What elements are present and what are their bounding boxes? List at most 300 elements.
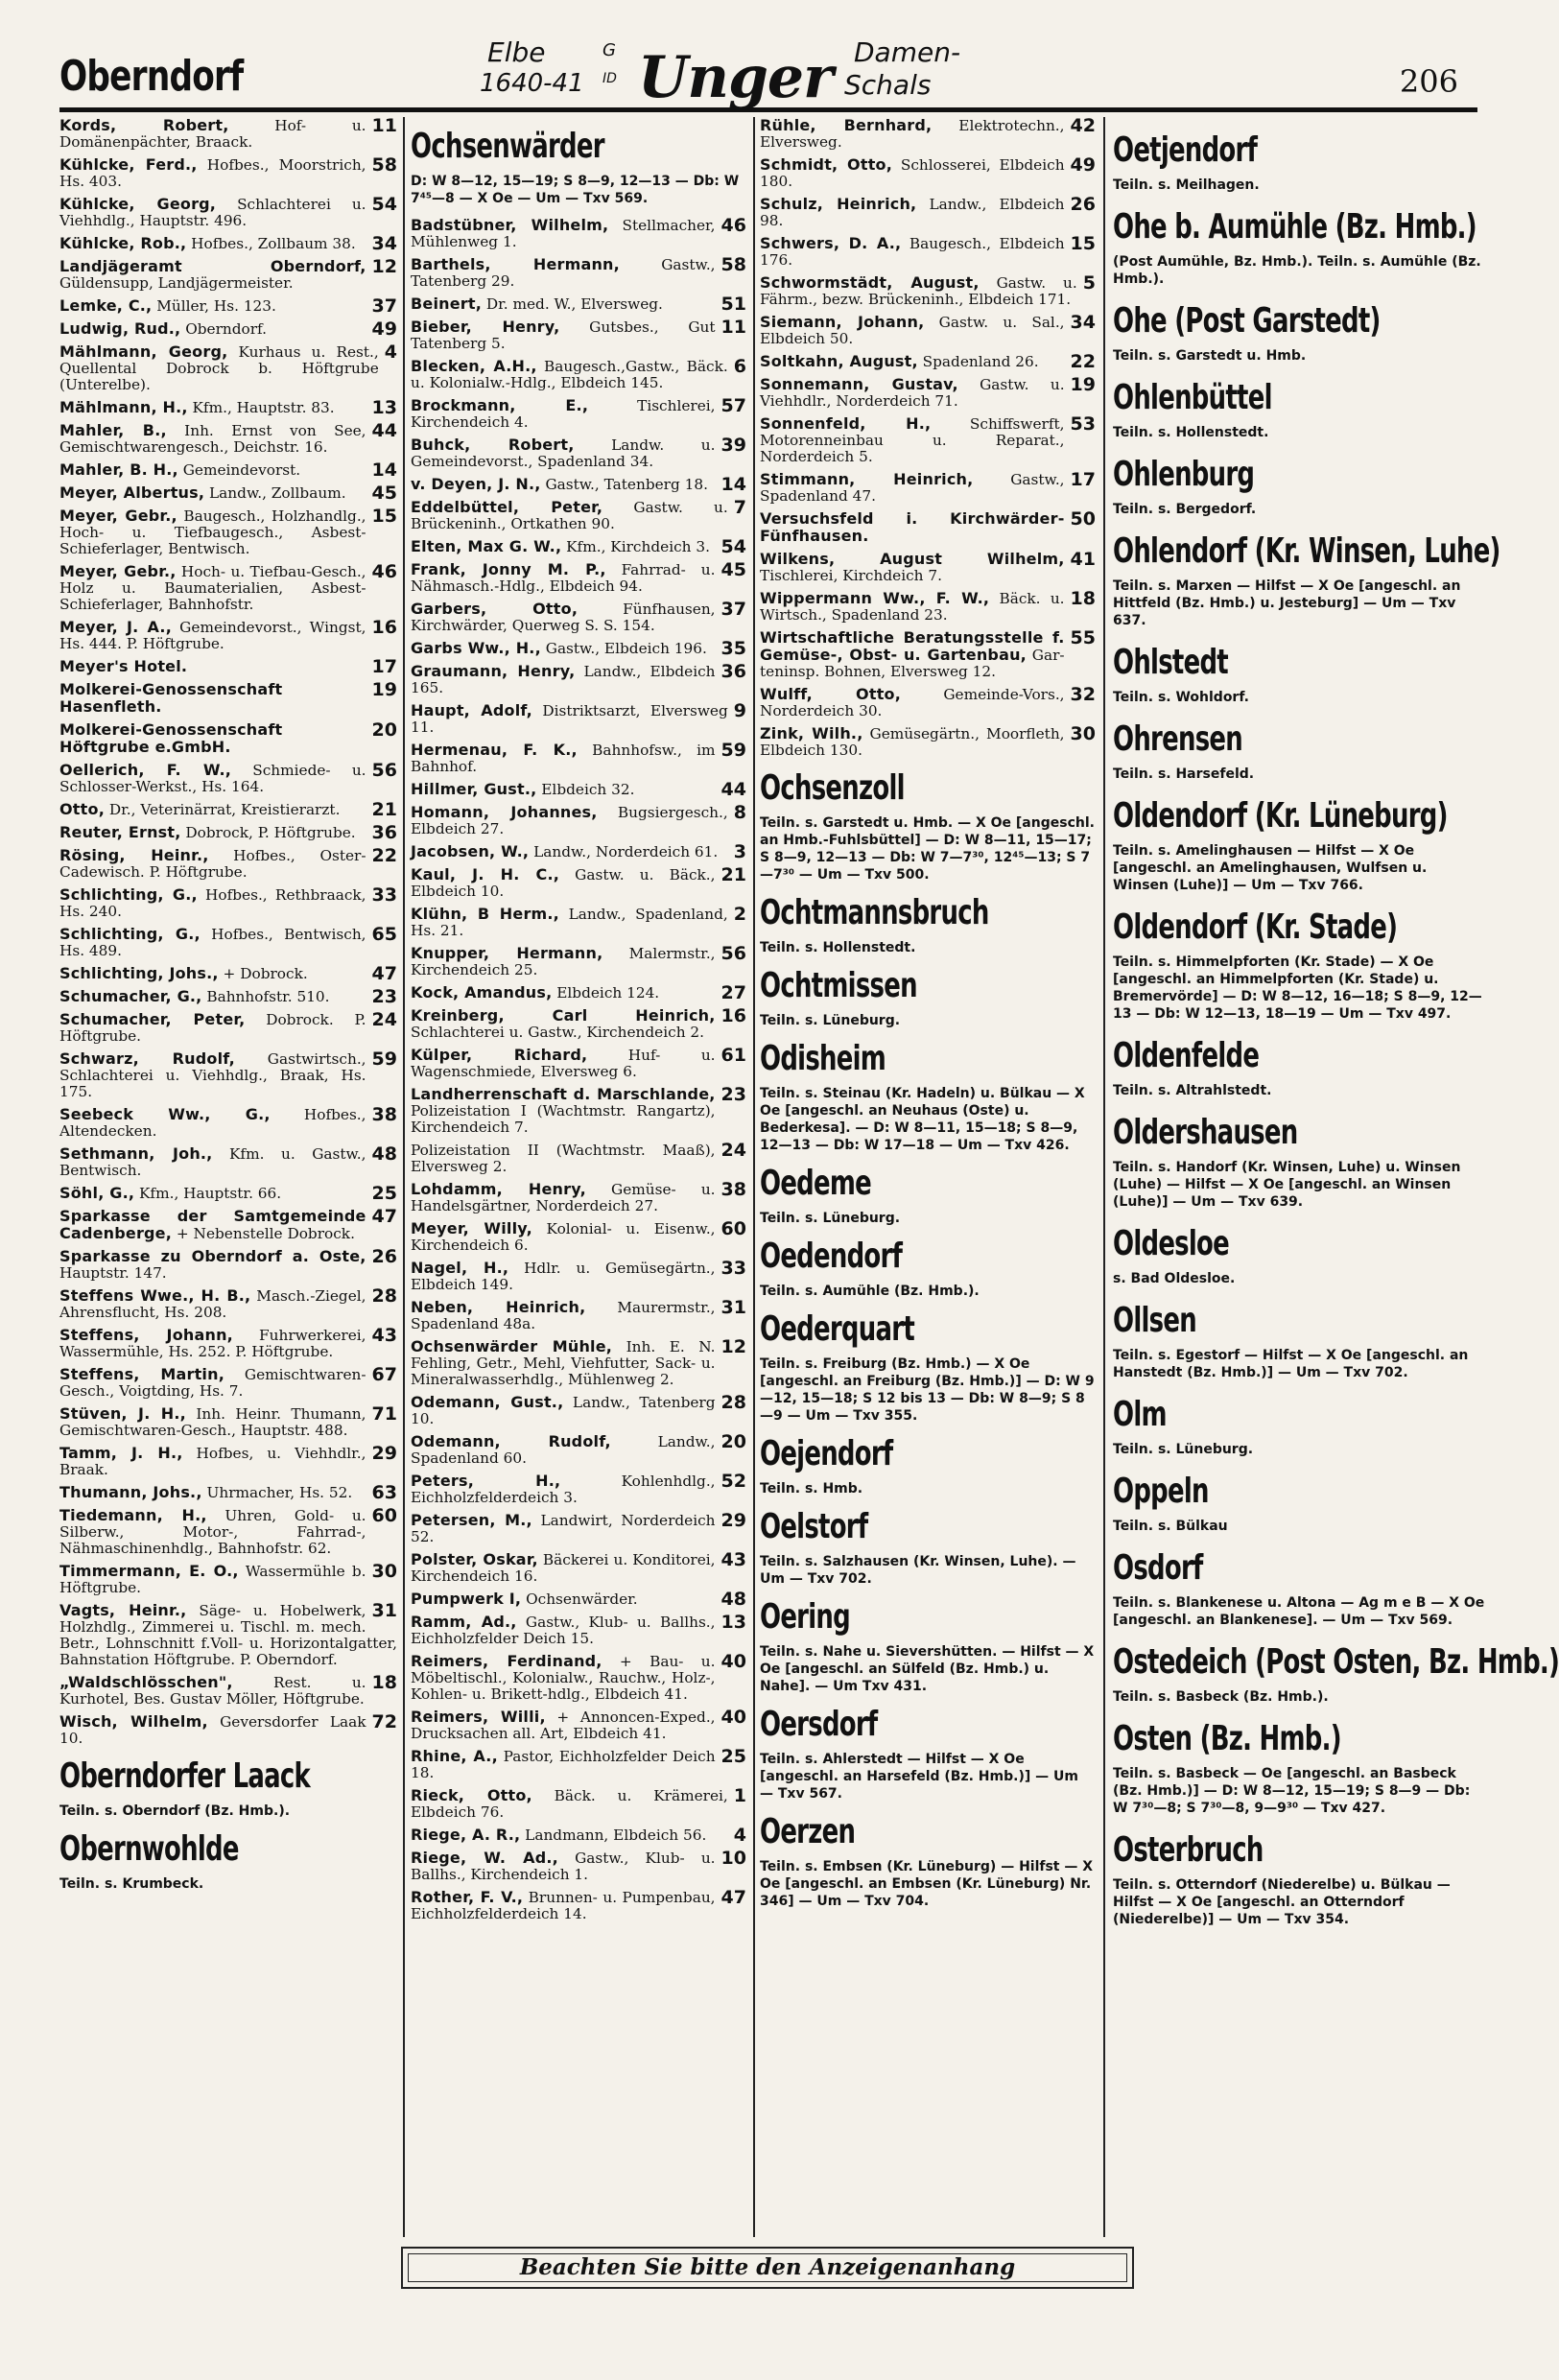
entry-details: Bahnhofstr. 510.	[201, 988, 330, 1005]
place-info: Teiln. s. Hollenstedt.	[1113, 425, 1269, 440]
directory-entry	[411, 295, 746, 313]
handwriting-schals: Schals	[844, 69, 932, 101]
entry-name: Molkerei-Genossenschaft Hasenfleth.	[59, 680, 283, 716]
entry-name: Meyer, J. A.,	[59, 618, 172, 636]
place-heading: Olm	[1113, 1395, 1167, 1434]
entry-name: Neben, Heinrich,	[411, 1298, 586, 1316]
entry-number: 56	[371, 760, 397, 781]
entry-details: Stellmacher, Mühlenweg 1.	[411, 217, 716, 250]
entry-number: 19	[1070, 374, 1096, 395]
entry-name: Odemann, Gust.,	[411, 1393, 564, 1411]
directory-entry	[411, 663, 746, 696]
entry-name: Schlichting, G.,	[59, 885, 198, 904]
directory-entry	[59, 658, 397, 675]
entry-number: 37	[371, 295, 397, 317]
entry-name: „Waldschlösschen",	[59, 1673, 233, 1691]
entry-name: Riege, W. Ad.,	[411, 1849, 558, 1867]
place-heading: Osten (Bz. Hmb.)	[1113, 1719, 1341, 1758]
place-heading: Ollsen	[1113, 1301, 1196, 1340]
entry-name: Haupt, Adolf,	[411, 701, 532, 719]
entry-details: Landw., Zollbaum.	[204, 484, 346, 502]
place-info: Teiln. s. Amelinghausen — Hilfst — X Oe [angeschl. an Amelinghausen, Wulfsen u. Winsen (Luhe)] — Um — Txv 766.	[1113, 843, 1428, 893]
entry-number: 58	[371, 154, 397, 176]
entry-number: 47	[371, 963, 397, 984]
directory-entry	[411, 1473, 746, 1506]
place-info: Teiln. s. Lüneburg.	[1113, 1442, 1254, 1457]
entry-details: Gemüse- u. Handelsgärtner, Norderdeich 27.	[411, 1181, 716, 1214]
entry-details: Fahrrad- u. Nähmasch.-Hdlg., Elbdeich 94.	[411, 561, 716, 595]
entry-number: 46	[720, 215, 746, 236]
entry-details: Elbdeich 124.	[552, 984, 660, 1001]
entry-number: 44	[371, 420, 397, 441]
entry-name: Zink, Wilh.,	[760, 724, 863, 742]
place-heading: Odisheim	[760, 1039, 886, 1078]
directory-entry	[411, 499, 746, 532]
entry-name: Wippermann Ww., F. W.,	[760, 589, 990, 607]
entry-number: 14	[720, 474, 746, 495]
entry-details: Hofbes., Moorstrich, Hs. 403.	[59, 156, 366, 190]
entry-name: Brockmann, E.,	[411, 396, 589, 414]
entry-details: Bäck. u. Krämerei, Elbdeich 76.	[411, 1787, 728, 1821]
entry-details: Gastw., Tatenberg 29.	[411, 256, 716, 290]
entry-number: 60	[371, 1505, 397, 1526]
place-info: Teiln. s. Oberndorf (Bz. Hmb.).	[59, 1803, 291, 1819]
entry-name: Jacobsen, W.,	[411, 842, 530, 860]
directory-entry	[59, 1208, 397, 1242]
entry-details: Wassermühle b. Höftgrube.	[59, 1563, 366, 1596]
entry-number: 61	[720, 1045, 746, 1066]
entry-number: 35	[720, 638, 746, 659]
entry-number: 20	[371, 719, 397, 741]
entry-details: Gastw., Tatenberg 18.	[540, 476, 708, 493]
place-info: Teiln. s. Marxen — Hilfst — X Oe [angeschl. an Hittfeld (Bz. Hmb.) u. Jesteburg] — Um — Txv 637.	[1113, 578, 1461, 628]
entry-details: Dobrock. P. Höftgrube.	[59, 1011, 366, 1045]
entry-details: Tischlerei, Kirchendeich 4.	[411, 397, 716, 431]
place-heading: Oldesloe	[1113, 1224, 1229, 1263]
directory-entry	[59, 1106, 397, 1140]
entry-name: Landjägeramt Oberndorf,	[59, 257, 366, 275]
entry-number: 24	[371, 1009, 397, 1030]
entry-name: Mahler, B. H.,	[59, 460, 178, 479]
page-number: 206	[1399, 63, 1458, 100]
directory-entry	[760, 471, 1096, 505]
entry-number: 9	[733, 700, 746, 721]
place-heading: Oejendorf	[760, 1434, 893, 1473]
entry-number: 72	[371, 1711, 397, 1732]
directory-entry	[411, 640, 746, 657]
directory-entry	[411, 1850, 746, 1883]
place-heading: Ostedeich (Post Osten, Bz. Hmb.)	[1113, 1642, 1559, 1682]
directory-entry	[411, 1142, 746, 1175]
directory-entry	[411, 1338, 746, 1388]
directory-entry	[411, 1394, 746, 1427]
entry-details: Ochsenwärder.	[521, 1591, 638, 1608]
entry-details: Masch.-Ziegel, Ahrensflucht, Hs. 208.	[59, 1287, 366, 1321]
entry-number: 14	[371, 460, 397, 481]
entry-name: Wilkens, August Wilhelm,	[760, 550, 1065, 568]
entry-number: 29	[720, 1510, 746, 1531]
entry-details: Brunnen- u. Pumpenbau, Eichholzfelderdeich 14.	[411, 1889, 716, 1922]
handwriting-id: ID	[602, 71, 617, 86]
directory-entry	[411, 1512, 746, 1545]
place-info: Teiln. s. Wohldorf.	[1113, 690, 1249, 705]
entry-details: Gastw. u. Brückeninh., Ortkathen 90.	[411, 499, 728, 532]
entry-number: 60	[720, 1218, 746, 1239]
entry-details: Baugesch., Elbdeich 176.	[760, 235, 1065, 269]
entry-details: Pastor, Eichholzfelder Deich 18.	[411, 1748, 716, 1781]
entry-details: Landw., Elbdeich 165.	[411, 663, 716, 696]
place-heading: Oberndorfer Laack	[59, 1756, 311, 1796]
directory-entry	[411, 781, 746, 798]
entry-number: 8	[733, 802, 746, 823]
directory-entry	[411, 561, 746, 595]
entry-number: 43	[371, 1325, 397, 1346]
entry-name: Badstübner, Wilhelm,	[411, 216, 609, 234]
directory-entry	[411, 866, 746, 900]
entry-details: + Dobrock.	[218, 965, 308, 982]
entry-number: 27	[720, 982, 746, 1003]
place-heading: Oersdorf	[760, 1705, 878, 1744]
entry-details: Tischlerei, Kirchdeich 7.	[760, 567, 942, 584]
directory-entry	[760, 686, 1096, 719]
place-info: Teiln. s. Aumühle (Bz. Hmb.).	[760, 1284, 980, 1299]
entry-number: 32	[1070, 684, 1096, 705]
entry-name: Rösing, Heinr.,	[59, 846, 209, 864]
place-info: Teiln. s. Blankenese u. Altona — Ag m e B — X Oe [angeschl. an Blankenese]. — Um — Txv 569.	[1113, 1595, 1485, 1628]
entry-number: 67	[371, 1364, 397, 1385]
entry-number: 59	[371, 1049, 397, 1070]
entry-name: Elten, Max G. W.,	[411, 537, 562, 555]
entry-name: Steffens, Johann,	[59, 1326, 233, 1344]
directory-entry	[411, 436, 746, 470]
place-heading: Ochsenzoll	[760, 768, 905, 808]
directory-entry	[59, 1011, 397, 1045]
entry-details: Spadenland 26.	[917, 353, 1039, 370]
directory-entry	[59, 422, 397, 456]
place-heading: Osdorf	[1113, 1548, 1203, 1588]
entry-name: Schulz, Heinrich,	[760, 195, 917, 213]
entry-details: Baugesch.,Gastw., Bäck. u. Kolonialw.-Hdlg., Elbdeich 145.	[411, 358, 728, 391]
directory-entry	[411, 1551, 746, 1585]
entry-name: v. Deyen, J. N.,	[411, 475, 541, 493]
directory-entry	[411, 1220, 746, 1254]
directory-entry	[760, 156, 1096, 190]
entry-name: Landherrenschaft d. Marschlande,	[411, 1085, 716, 1103]
entry-number: 29	[371, 1443, 397, 1464]
entry-number: 6	[733, 356, 746, 377]
place-info: (Post Aumühle, Bz. Hmb.). Teiln. s. Aumühle (Bz. Hmb.).	[1113, 254, 1481, 287]
entry-name: Riege, A. R.,	[411, 1826, 521, 1844]
directory-entry	[59, 1287, 397, 1321]
entry-name: Sparkasse zu Oberndorf a. Oste,	[59, 1247, 366, 1265]
directory-entry	[59, 965, 397, 982]
entry-number: 38	[371, 1104, 397, 1125]
entry-number: 3	[733, 841, 746, 862]
footer-notice-box	[401, 2247, 1134, 2289]
place-info: Teiln. s. Himmelpforten (Kr. Stade) — X Oe [angeschl. an Himmelpforten (Kr. Stade) u. Bremervörde] — D: W 8—12, 16—18; S 8—9, 12—13 — Db: W 12—13, 18—19 — Um — Txv 497.	[1113, 954, 1482, 1022]
entry-name: Steffens Wwe., H. B.,	[59, 1286, 251, 1305]
entry-number: 13	[720, 1612, 746, 1633]
entry-name: Meyer, Gebr.,	[59, 562, 177, 580]
entry-number: 19	[371, 679, 397, 700]
directory-entry	[59, 721, 397, 756]
entry-details: Gemeinde-Vors., Norderdeich 30.	[760, 686, 1065, 719]
entry-details: Säge- u. Hobelwerk, Holzhdlg., Zimmerei u. Tischl. m. mech. Betr., Lohnschnitt f.Voll- u. Horizontalgatter, Bahnstation Höftgrube. P. Oberndorf.	[59, 1602, 397, 1668]
entry-name: Sonnemann, Gustav,	[760, 375, 958, 393]
entry-name: Klühn, B Herm.,	[411, 905, 559, 923]
entry-number: 21	[371, 799, 397, 820]
directory-entry	[59, 1248, 397, 1282]
entry-number: 23	[371, 986, 397, 1007]
entry-number: 11	[720, 317, 746, 338]
entry-number: 2	[733, 904, 746, 925]
directory-entry	[59, 1050, 397, 1100]
directory-entry	[760, 196, 1096, 229]
directory-entry	[59, 824, 397, 841]
entry-details: Bahnhofsw., im Bahnhof.	[411, 742, 716, 775]
entry-name: Nagel, H.,	[411, 1259, 509, 1277]
entry-number: 31	[720, 1297, 746, 1318]
entry-name: Kühlcke, Ferd.,	[59, 155, 198, 174]
entry-details: Hofbes., Oster-Cadewisch. P. Höftgrube.	[59, 847, 366, 881]
entry-number: 7	[733, 497, 746, 518]
entry-details: Dr., Veterinärrat, Kreistierarzt.	[104, 801, 341, 818]
entry-number: 12	[371, 256, 397, 277]
directory-entry	[59, 988, 397, 1005]
entry-number: 53	[1070, 413, 1096, 435]
directory-entry	[59, 399, 397, 416]
entry-name: Tamm, J. H.,	[59, 1444, 183, 1462]
entry-name: Wirtschaftliche Beratungsstelle f. Gemüse-, Obst- u. Gartenbau,	[760, 628, 1065, 664]
entry-name: Knupper, Hermann,	[411, 944, 603, 962]
unger-logo: Unger	[638, 44, 833, 111]
entry-number: 44	[720, 779, 746, 800]
directory-entry	[760, 314, 1096, 347]
entry-number: 15	[371, 506, 397, 527]
directory-entry	[411, 804, 746, 837]
place-info: s. Bad Oldesloe.	[1113, 1271, 1236, 1286]
entry-details: + Annoncen-Exped., Drucksachen all. Art, Elbdeich 41.	[411, 1708, 716, 1742]
entry-number: 33	[371, 884, 397, 906]
entry-number: 45	[371, 483, 397, 504]
place-info: Teiln. s. Lüneburg.	[760, 1211, 901, 1226]
entry-details: Schmiede- u. Schlosser-Werkst., Hs. 164.	[59, 762, 366, 795]
place-info: Teiln. s. Meilhagen.	[1113, 177, 1260, 193]
entry-details: Hoch- u. Tiefbau-Gesch., Holz u. Baumaterialien, Asbest-Schieferlager, Bahnhofstr.	[59, 563, 366, 613]
entry-name: Frank, Jonny M. P.,	[411, 560, 606, 578]
place-info: Teiln. s. Freiburg (Bz. Hmb.) — X Oe [angeschl. an Freiburg (Bz. Hmb.)] — D: W 9—12, 15—18; S 12 bis 13 — Db: W 8—9; S 8—9 — Um — Txv 355.	[760, 1356, 1095, 1424]
entry-name: Stüven, J. H.,	[59, 1404, 186, 1423]
entry-name: Pumpwerk I,	[411, 1590, 522, 1608]
place-info: Teiln. s. Bülkau	[1113, 1519, 1228, 1534]
place-heading: Ohe b. Aumühle (Bz. Hmb.)	[1113, 207, 1476, 247]
place-heading: Oelstorf	[760, 1507, 868, 1546]
directory-entry	[411, 1591, 746, 1608]
entry-details: Gastw., Klub- u. Ballhs., Kirchendeich 1.	[411, 1850, 716, 1883]
entry-name: Molkerei-Genossenschaft Höftgrube e.GmbH.	[59, 720, 283, 756]
place-heading: Oldenfelde	[1113, 1036, 1260, 1075]
place-heading: Ochtmannsbruch	[760, 893, 989, 932]
entry-name: Steffens, Martin,	[59, 1365, 224, 1383]
directory-entry	[411, 1653, 746, 1703]
directory-entry	[411, 945, 746, 978]
entry-details: Kfm., Kirchdeich 3.	[561, 538, 710, 555]
entry-name: Schumacher, G.,	[59, 987, 202, 1005]
place-heading: Osterbruch	[1113, 1830, 1264, 1870]
place-heading: Ohrensen	[1113, 719, 1243, 759]
entry-details: Bäckerei u. Konditorei, Kirchendeich 16.	[411, 1551, 716, 1585]
column-divider	[1103, 117, 1105, 2237]
entry-details: Hofbes., Zollbaum 38.	[186, 235, 356, 252]
directory-entry	[59, 1484, 397, 1501]
entry-name: Ramm, Ad.,	[411, 1613, 517, 1631]
directory-entry	[59, 461, 397, 479]
entry-details: Landmann, Elbdeich 56.	[520, 1826, 707, 1844]
entry-details: Rest. u. Kurhotel, Bes. Gustav Möller, Höftgrube.	[59, 1674, 366, 1708]
entry-name: Oellerich, F. W.,	[59, 761, 232, 779]
entry-name: Polster, Oskar,	[411, 1550, 538, 1568]
entry-number: 54	[720, 536, 746, 557]
directory-entry	[59, 320, 397, 338]
column-divider	[403, 117, 405, 2237]
entry-number: 49	[1070, 154, 1096, 176]
entry-details: Huf- u. Wagenschmiede, Elversweg 6.	[411, 1047, 716, 1080]
directory-entry	[411, 1181, 746, 1214]
entry-number: 28	[371, 1285, 397, 1307]
place-info: Teiln. s. Basbeck (Bz. Hmb.).	[1113, 1689, 1329, 1705]
directory-entry	[59, 886, 397, 920]
directory-entry	[59, 1185, 397, 1202]
place-heading: Ohlenbüttel	[1113, 378, 1272, 417]
directory-entry	[59, 196, 397, 229]
directory-entry	[411, 702, 746, 736]
directory-entry	[59, 156, 397, 190]
entry-details: Hofbes., Rethbraack, Hs. 240.	[59, 886, 366, 920]
entry-details: Schlosserei, Elbdeich 180.	[760, 156, 1065, 190]
entry-details: Elektrotechn., Elversweg.	[760, 117, 1065, 151]
entry-name: Rother, F. V.,	[411, 1888, 524, 1906]
directory-entry	[59, 563, 397, 613]
entry-details: Polizeistation II (Wachtmstr. Maaß), Elversweg 2.	[411, 1142, 716, 1175]
entry-name: Mahler, B.,	[59, 421, 167, 439]
entry-name: Kreinberg, Carl Heinrich,	[411, 1006, 716, 1025]
entry-number: 41	[1070, 549, 1096, 570]
directory-entry	[59, 297, 397, 315]
entry-number: 25	[371, 1183, 397, 1204]
entry-details: Gastw. u. Fährm., bezw. Brückeninh., Elbdeich 171.	[760, 274, 1077, 308]
entry-number: 55	[1070, 627, 1096, 648]
directory-entry	[411, 538, 746, 555]
entry-details: Landw., Tatenberg 10.	[411, 1394, 716, 1427]
entry-name: Beinert,	[411, 295, 482, 313]
entry-name: Thumann, Johs.,	[59, 1483, 202, 1501]
entry-number: 28	[720, 1392, 746, 1413]
entry-details: Kfm., Hauptstr. 83.	[187, 399, 335, 416]
entry-name: Reimers, Willi,	[411, 1708, 546, 1726]
handwriting-elbe: Elbe	[487, 36, 546, 68]
header-advert	[461, 35, 1075, 111]
entry-details: Gemeindevorst.	[177, 461, 301, 479]
directory-entry	[411, 476, 746, 493]
entry-name: Rieck, Otto,	[411, 1786, 532, 1804]
directory-entry	[411, 1086, 746, 1136]
place-info: Teiln. s. Harsefeld.	[1113, 766, 1255, 782]
handwriting-damen: Damen-	[854, 36, 961, 68]
entry-name: Schumacher, Peter,	[59, 1010, 246, 1028]
entry-details: Gemeindevorst., Wingst, Hs. 444. P. Höftgrube.	[59, 619, 366, 652]
directory-entry	[760, 551, 1096, 584]
entry-name: Soltkahn, August,	[760, 352, 918, 370]
place-info: Teiln. s. Nahe u. Sievershütten. — Hilfst — X Oe [angeschl. an Sülfeld (Bz. Hmb.) u. Nahe]. — Um Txv 431.	[760, 1644, 1095, 1694]
entry-details: Müller, Hs. 123.	[152, 297, 276, 315]
entry-number: 71	[371, 1403, 397, 1425]
entry-name: Sparkasse der Samtgemeinde Cadenberge,	[59, 1207, 366, 1242]
entry-number: 49	[371, 318, 397, 340]
directory-entry	[760, 629, 1096, 680]
entry-number: 1	[733, 1785, 746, 1806]
directory-entry	[59, 801, 397, 818]
entry-details: Hofbes., Bentwisch, Hs. 489.	[59, 926, 366, 959]
column-divider	[753, 117, 755, 2237]
entry-name: Kühlcke, Georg,	[59, 195, 217, 213]
entry-name: Külper, Richard,	[411, 1046, 588, 1064]
place-heading: Oldendorf (Kr. Stade)	[1113, 907, 1398, 947]
entry-details: Geversdorfer Laak 10.	[59, 1713, 366, 1747]
entry-number: 10	[720, 1848, 746, 1869]
entry-name: Versuchsfeld i. Kirchwärder-Fünfhausen.	[760, 509, 1065, 545]
entry-details: Gastw., Klub- u. Ballhs., Eichholzfelder Deich 15.	[411, 1614, 716, 1647]
entry-details: Gastw., Elbdeich 196.	[540, 640, 707, 657]
directory-entry	[59, 847, 397, 881]
entry-number: 26	[371, 1246, 397, 1267]
directory-entry	[760, 590, 1096, 624]
entry-details: Uhren, Gold- u. Silberw., Motor-, Fahrrad-, Nähmaschinenhdlg., Bahnhofstr. 62.	[59, 1507, 366, 1557]
place-heading: Ohlendorf (Kr. Winsen, Luhe)	[1113, 531, 1500, 571]
place-info: Teiln. s. Lüneburg.	[760, 1013, 901, 1028]
entry-number: 22	[1070, 351, 1096, 372]
directory-entry	[411, 318, 746, 352]
entry-number: 45	[720, 559, 746, 580]
entry-name: Kords, Robert,	[59, 116, 229, 134]
entry-details: Landw., Spadenland 60.	[411, 1433, 716, 1467]
entry-number: 15	[1070, 233, 1096, 254]
entry-details: Inh. Ernst von See, Gemischtwarengesch., Deichstr. 16.	[59, 422, 366, 456]
entry-details: Schlachterei u. Viehhdlg., Hauptstr. 496.	[59, 196, 366, 229]
column-4	[1113, 117, 1559, 2235]
entry-name: Ochsenwärder Mühle,	[411, 1337, 613, 1355]
directory-entry	[411, 1708, 746, 1742]
entry-name: Eddelbüttel, Peter,	[411, 498, 603, 516]
directory-entry	[59, 1602, 397, 1668]
place-heading: Ohlenburg	[1113, 455, 1255, 494]
entry-details: Hofbes, u. Viehhdlr., Braak.	[59, 1445, 366, 1478]
entry-number: 50	[1070, 508, 1096, 530]
entry-number: 36	[720, 661, 746, 682]
directory-entry	[411, 358, 746, 391]
entry-number: 47	[720, 1887, 746, 1908]
entry-number: 16	[720, 1005, 746, 1026]
place-heading: Oldershausen	[1113, 1113, 1298, 1152]
entry-number: 16	[371, 617, 397, 638]
directory-entry	[411, 1047, 746, 1080]
entry-details: Kurhaus u. Rest., Quellental Dobrock b. Höftgrube (Unterelbe).	[59, 343, 379, 393]
place-info: Teiln. s. Garstedt u. Hmb. — X Oe [angeschl. an Hmb.-Fuhlsbüttel] — D: W 8—11, 15—17; S 8—9, 12—13 — Db: W 7—7³⁰, 12⁴⁵—13; S 7—7³⁰ — Um — Txv 500.	[760, 815, 1095, 883]
entry-details: Hauptstr. 147.	[59, 1264, 167, 1282]
directory-entry	[59, 1405, 397, 1439]
entry-name: Graumann, Henry,	[411, 662, 576, 680]
directory-entry	[59, 1327, 397, 1360]
footer-notice-text: Beachten Sie bitte den Anzeigenanhang	[408, 2253, 1127, 2282]
